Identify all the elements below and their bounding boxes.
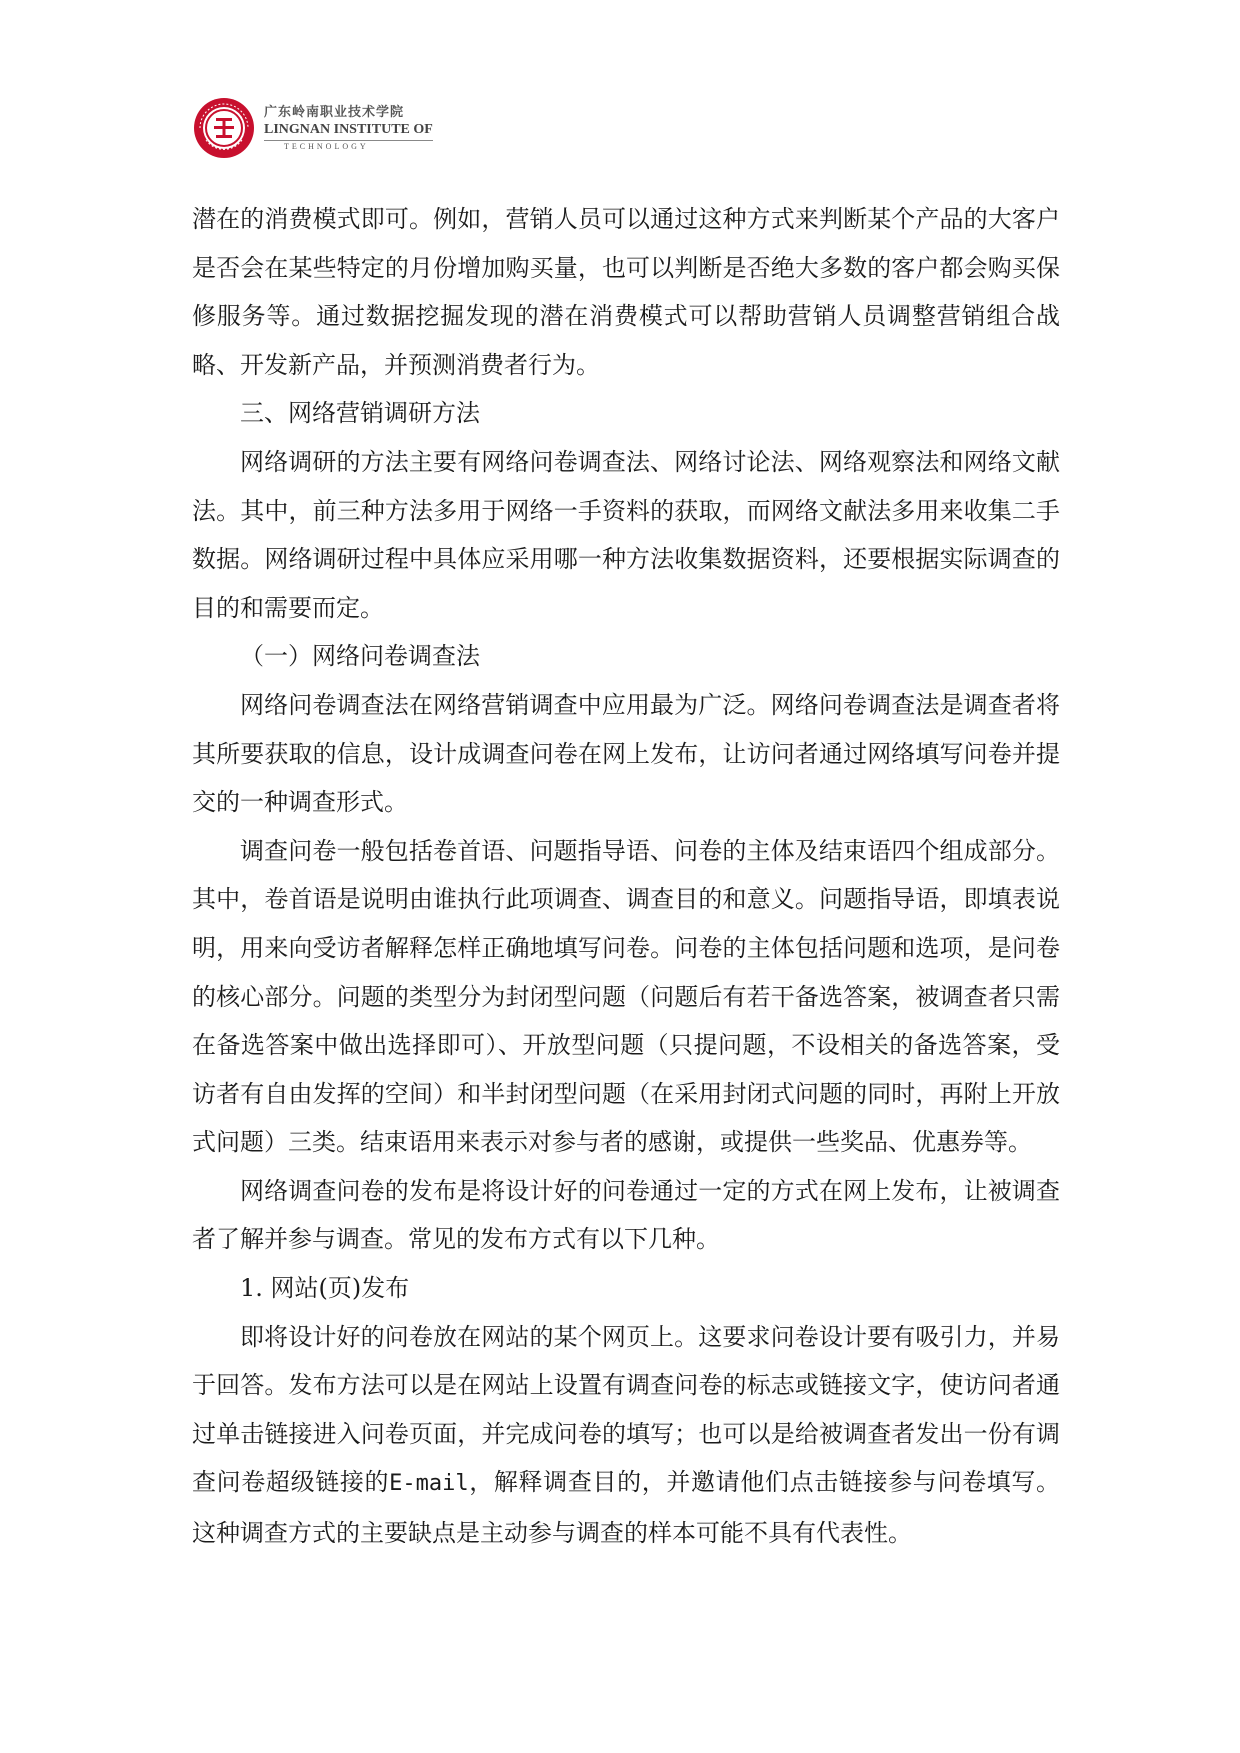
paragraph-questionnaire-definition: 网络问卷调查法在网络营销调查中应用最为广泛。网络问卷调查法是调查者将其所要获取的信息，设计成调查问卷在网上发布，让访问者通过网络填写问卷并提交的一种调查形式。 [192, 690, 1060, 817]
paragraph-website-publishing [192, 1313, 1060, 1558]
school-name-cn: 广东岭南职业技术学院 [264, 104, 405, 120]
paragraph-methods-overview: 网络调研的方法主要有网络问卷调查法、网络讨论法、网络观察法和网络文献法。其中，前三种方法多用于网络一手资料的获取，而网络文献法多用来收集二手数据。网络调研过程中具体应采用哪一种方法收集数据资料，还要根据实际调查的目的和需要而定。 [192, 447, 1060, 622]
subsection-heading-questionnaire: （一）网络问卷调查法 [240, 642, 480, 671]
paragraph-website-publishing-part2: ，解释调查目的，并邀请他们点击链接参与问卷填写。这种调查方式的主要缺点是主动参与调查的样本可能不具有代表性。 [192, 1468, 1061, 1548]
school-name-block [264, 106, 433, 151]
school-name-en-line1: LINGNAN INSTITUTE OF [264, 121, 433, 137]
section-heading-research-methods: 三、网络营销调研方法 [240, 399, 480, 428]
paragraph-consumption-pattern: 潜在的消费模式即可。例如，营销人员可以通过这种方式来判断某个产品的大客户是否会在某些特定的月份增加购买量，也可以判断是否绝大多数的客户都会购买保修服务等。通过数据挖掘发现的潜在消费模式可以帮助营销人员调整营销组合战略、开发新产品，并预测消费者行为。 [192, 205, 1060, 379]
document-header [192, 96, 433, 160]
paragraph-website-publishing-part1: 即将设计好的问卷放在网站的某个网页上。这要求问卷设计要有吸引力，并易于回答。发布方法可以是在网站上设置有调查问卷的标志或链接文字，使访问者通过单击链接进入问卷页面，并完成问卷的填写；也可以是给被调查者发出一份有调查问卷超级链接的 [192, 1322, 1060, 1497]
school-seal-logo [192, 96, 256, 160]
document-body [192, 195, 1060, 1558]
email-term: E-mail [389, 1471, 469, 1497]
school-name-en-line2: TECHNOLOGY [264, 140, 433, 151]
item-heading-website-publishing: 1. 网站(页)发布 [240, 1274, 410, 1303]
paragraph-questionnaire-publishing: 网络调查问卷的发布是将设计好的问卷通过一定的方式在网上发布，让被调查者了解并参与调查。常见的发布方式有以下几种。 [192, 1176, 1060, 1254]
paragraph-questionnaire-structure: 调查问卷一般包括卷首语、问题指导语、问卷的主体及结束语四个组成部分。其中，卷首语是说明由谁执行此项调查、调查目的和意义。问题指导语，即填表说明，用来向受访者解释怎样正确地填写问卷。问卷的主体包括问题和选项，是问卷的核心部分。问题的类型分为封闭型问题（问题后有若干备选答案，被调查者只需在备选答案中做出选择即可）、开放型问题（只提问题，不设相关的备选答案，受访者有自由发挥的空间）和半封闭型问题（在采用封闭式问题的同时，再附上开放式问题）三类。结束语用来表示对参与者的感谢，或提供一些奖品、优惠券等。 [192, 836, 1060, 1157]
